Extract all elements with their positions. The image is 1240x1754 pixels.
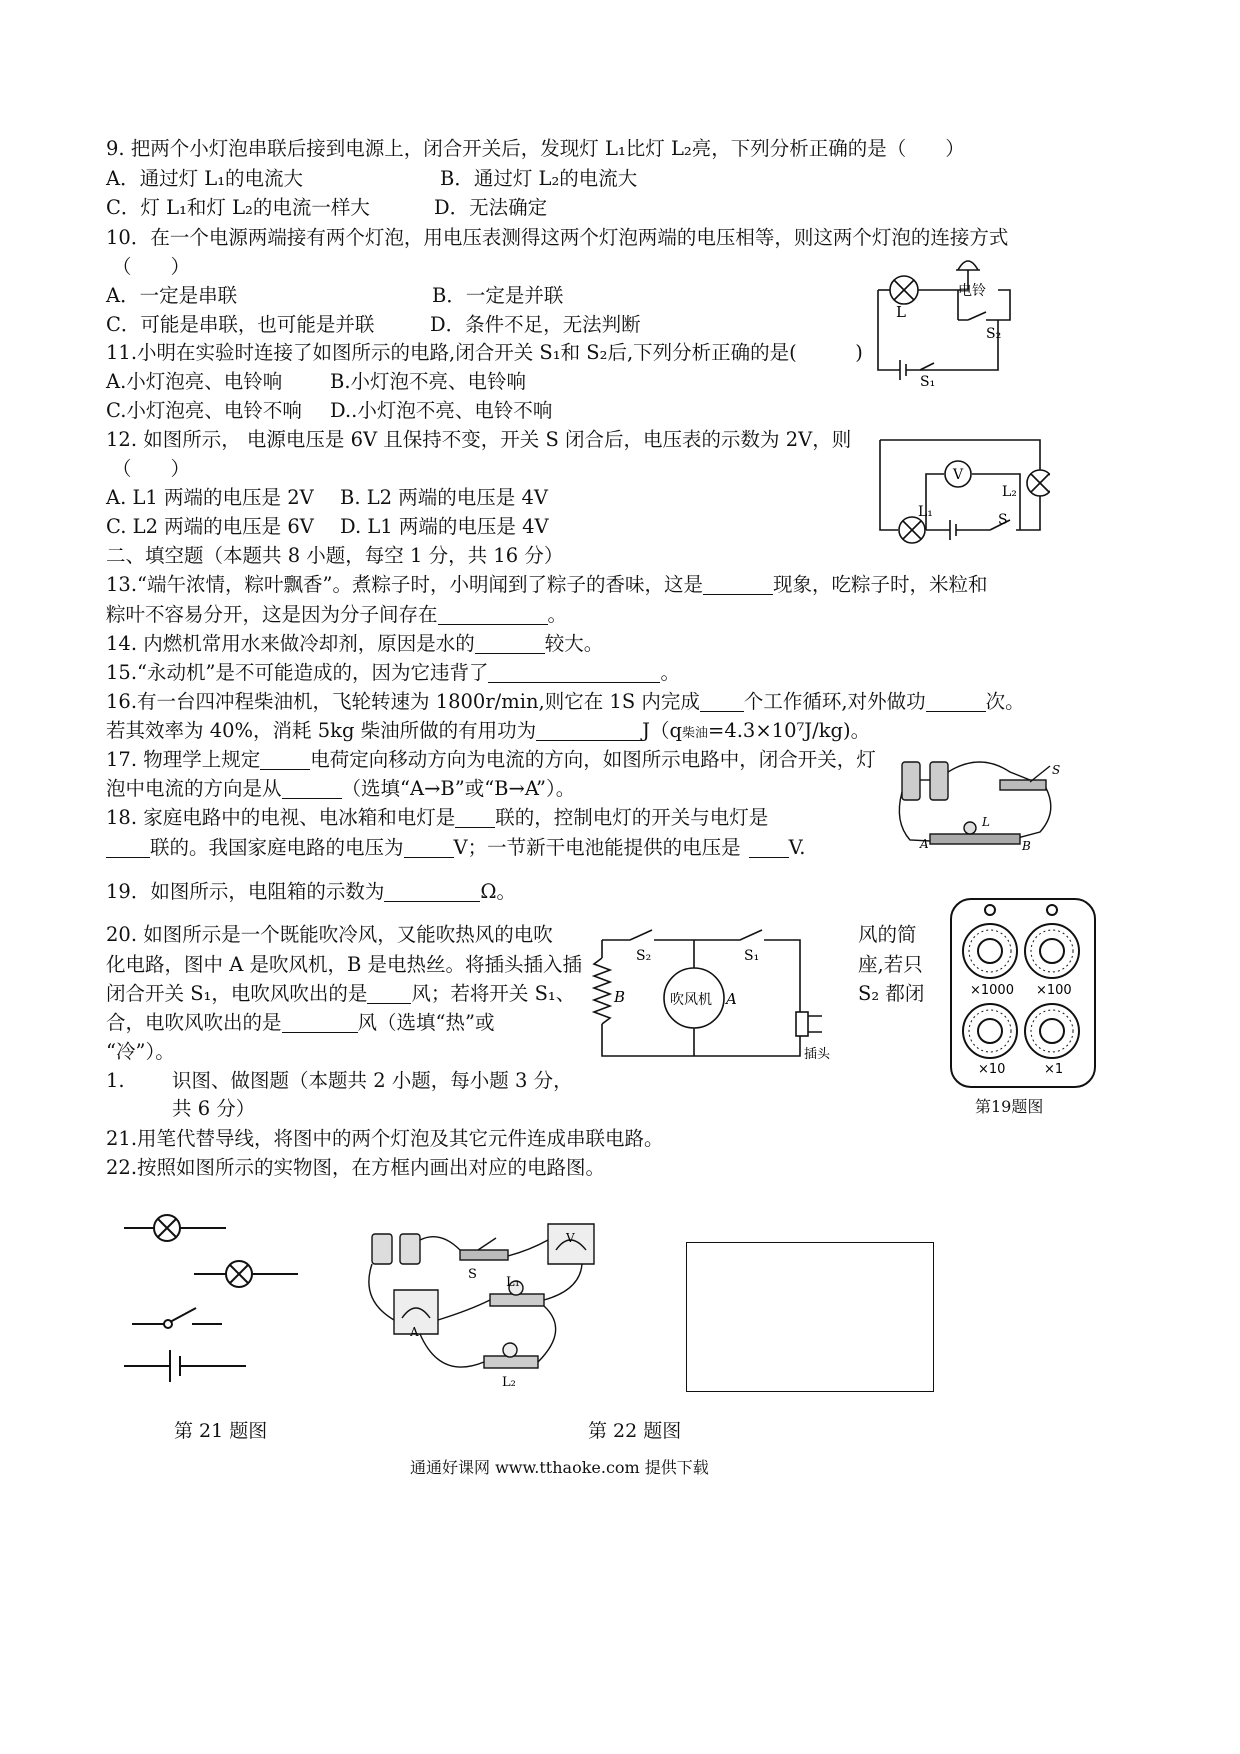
q12-l2-label: L₂ [1002, 484, 1017, 500]
q19-blank[interactable] [384, 881, 480, 902]
q20-text-2b: 座,若只 [858, 953, 923, 976]
q11-s1-label: S₁ [920, 374, 936, 390]
q12-switch-label: S [998, 512, 1008, 528]
q18-text-2b: V；一节新干电池能提供的电压是 [453, 836, 741, 859]
q22-text: 22.按照如图所示的实物图，在方框内画出对应的电路图。 [106, 1156, 606, 1179]
q17-text-2b: （选填“A→B”或“B→A”）。 [341, 777, 576, 800]
q11-stem: 11.小明在实验时连接了如图所示的电路,闭合开关 S₁和 S₂后,下列分析正确的是( ) [106, 341, 863, 364]
q22-switch-label: S [468, 1267, 477, 1282]
q18-text-1a: 18. 家庭电路中的电视、电冰箱和电灯是 [106, 806, 456, 829]
q17-b-label: B [1022, 839, 1031, 852]
q20-blank-1[interactable] [367, 983, 411, 1004]
q17-switch-label: S [1052, 763, 1060, 777]
q15-line [106, 660, 680, 686]
q12-option-c: C. L2 两端的电压是 6V [106, 515, 314, 538]
q18-line1 [106, 805, 768, 831]
q22-voltmeter-label: V [566, 1231, 575, 1245]
q17-blank-1[interactable] [260, 749, 310, 770]
q20-text-3c: S₂ 都闭 [858, 982, 925, 1005]
q16-line1 [106, 689, 1025, 715]
q19-resistance-box-figure [948, 896, 1098, 1090]
q10-option-d: D．条件不足，无法判断 [430, 313, 641, 336]
q19-caption: 第19题图 [975, 1097, 1044, 1116]
q16-text-2a: 若其效率为 40%，消耗 5kg 柴油所做的有用功为 [106, 719, 537, 742]
q18-text-1b: 联的，控制电灯的开关与电灯是 [495, 806, 769, 829]
q20-text-3b: 风；若将开关 S₁、 [411, 982, 576, 1005]
q16-subscript: 柴油 [681, 726, 708, 741]
q15-blank[interactable] [488, 662, 660, 683]
footer-credit: 通通好课网 www.tthaoke.com 提供下载 [410, 1458, 709, 1477]
q19-dial-label-100: ×100 [1036, 983, 1072, 998]
q22-physical-circuit-figure [360, 1210, 680, 1400]
q17-blank-2[interactable] [282, 778, 342, 799]
q11-lamp-label: L [896, 303, 906, 321]
q11-s2-label: S₂ [986, 326, 1002, 342]
q19-dial-label-1: ×1 [1044, 1062, 1064, 1077]
q15-text-b: 。 [660, 661, 680, 684]
q20-s2-label: S₂ [636, 948, 652, 964]
q14-line [106, 631, 603, 657]
q16-blank-2[interactable] [926, 691, 986, 712]
q20-blank-2[interactable] [282, 1012, 358, 1033]
q20-line3 [106, 981, 575, 1007]
q20-b-label: B [614, 988, 626, 1006]
q14-text-b: 较大。 [544, 632, 604, 655]
q18-line2 [106, 835, 805, 861]
q9-option-a: A．通过灯 L₁的电流大 [106, 167, 304, 190]
q19-text-b: Ω。 [480, 880, 516, 903]
q20-plug-label: 插头 [804, 1047, 831, 1062]
q11-circuit-figure [868, 250, 1028, 390]
section3-number: 1. [106, 1069, 125, 1092]
q17-lamp-label: L [982, 815, 990, 829]
q20-motor-label: 吹风机 [670, 992, 712, 1008]
q20-line4 [106, 1010, 494, 1036]
q22-caption: 第 22 题图 [588, 1420, 682, 1442]
q10-stem: 10．在一个电源两端接有两个灯泡，用电压表测得这两个灯泡两端的电压相等，则这两个灯泡的连接方式 [106, 226, 1009, 249]
q18-blank-3[interactable] [404, 837, 454, 858]
q20-a-label: A [726, 990, 737, 1008]
q20-text-4a: 合，电吹风吹出的是 [106, 1011, 282, 1034]
q13-line2 [106, 602, 567, 628]
q20-text-5: “冷”）。 [106, 1040, 175, 1063]
q17-text-1a: 17. 物理学上规定 [106, 748, 261, 771]
q11-option-c: C.小灯泡亮、电铃不响 [106, 399, 302, 422]
q16-line2 [106, 718, 870, 747]
q18-text-2a: 联的。我国家庭电路的电压为 [150, 836, 404, 859]
q18-blank-1[interactable] [455, 807, 495, 828]
q20-text-2a: 化电路，图中 A 是吹风机，B 是电热丝。将插头插入插 [106, 953, 583, 976]
q9-option-c: C．灯 L₁和灯 L₂的电流一样大 [106, 196, 370, 219]
q16-text-1a: 16.有一台四冲程柴油机，飞轮转速为 1800r/min,则它在 1S 内完成 [106, 690, 700, 713]
q17-circuit-photo [890, 752, 1060, 852]
q13-text-1b: 现象，吃粽子时，米粒和 [772, 573, 988, 596]
q14-text-a: 14. 内燃机常用水来做冷却剂，原因是水的 [106, 632, 475, 655]
q17-text-2a: 泡中电流的方向是从 [106, 777, 282, 800]
q12-stem: 12. 如图所示， 电源电压是 6V 且保持不变，开关 S 闭合后，电压表的示数为 2V，则 [106, 428, 852, 451]
q16-text-1c: 次。 [985, 690, 1025, 713]
q17-line1 [106, 747, 876, 773]
q12-option-a: A. L1 两端的电压是 2V [106, 486, 314, 509]
q13-text-1a: 13.“端午浓情，粽叶飘香”。煮粽子时，小明闻到了粽子的香味，这是 [106, 573, 703, 596]
q18-blank-4[interactable] [749, 837, 789, 858]
q17-text-1b: 电荷定向移动方向为电流的方向，如图所示电路中，闭合开关，灯 [310, 748, 876, 771]
section2-heading: 二、填空题（本题共 8 小题，每空 1 分，共 16 分） [106, 544, 564, 567]
q17-line2 [106, 776, 575, 802]
q22-l2-label: L₂ [502, 1375, 516, 1390]
q20-text-1b: 风的简 [858, 923, 917, 946]
q20-text-3a: 闭合开关 S₁，电吹风吹出的是 [106, 982, 368, 1005]
q10-option-a: A．一定是串联 [106, 284, 238, 307]
q11-bell-label: 电铃 [958, 283, 986, 299]
q19-text-a: 19．如图所示，电阻箱的示数为 [106, 880, 385, 903]
q16-blank-3[interactable] [536, 720, 642, 741]
q16-text-2b: J（q [642, 719, 682, 742]
q18-blank-2[interactable] [106, 837, 150, 858]
q19-line [106, 879, 516, 905]
q20-hairdryer-circuit-figure [590, 924, 840, 1062]
q12-option-b: B. L2 两端的电压是 4V [340, 486, 548, 509]
q16-blank-1[interactable] [700, 691, 744, 712]
q18-text-2c: V. [788, 836, 806, 859]
q17-a-label: A [920, 837, 929, 851]
q16-text-1b: 个工作循环,对外做功 [743, 690, 926, 713]
q12-l1-label: L₁ [918, 504, 933, 520]
q9-stem: 9. 把两个小灯泡串联后接到电源上，闭合开关后，发现灯 L₁比灯 L₂亮，下列分析正确的是（ ） [106, 137, 965, 160]
q20-text-4b: 风（选填“热”或 [357, 1011, 495, 1034]
q14-blank[interactable] [475, 633, 545, 654]
q11-option-d: D..小灯泡不亮、电铃不响 [330, 399, 553, 422]
q13-line1 [106, 572, 987, 598]
q11-option-a: A.小灯泡亮、电铃响 [106, 370, 283, 393]
q12-voltmeter-label: V [953, 467, 964, 483]
q10-option-b: B．一定是并联 [432, 284, 564, 307]
q9-option-d: D．无法确定 [434, 196, 548, 219]
q12-paren: （ ） [112, 457, 191, 480]
q19-dial-label-10: ×10 [978, 1062, 1006, 1077]
q10-option-c: C．可能是串联，也可能是并联 [106, 313, 375, 336]
section3-heading-1: 识图、做图题（本题共 2 小题，每小题 3 分， [172, 1069, 573, 1092]
q9-option-b: B．通过灯 L₂的电流大 [440, 167, 638, 190]
q13-blank-1[interactable] [703, 574, 773, 595]
q12-option-d: D. L1 两端的电压是 4V [340, 515, 549, 538]
q13-text-2a: 粽叶不容易分开，这是因为分子间存在 [106, 603, 438, 626]
q22-ammeter-label: A [410, 1325, 419, 1339]
q21-components-figure [110, 1200, 320, 1390]
q19-dial-label-1000: ×1000 [970, 983, 1014, 998]
q20-text-1a: 20. 如图所示是一个既能吹冷风，又能吹热风的电吹 [106, 923, 553, 946]
q15-text-a: 15.“永动机”是不可能造成的，因为它违背了 [106, 661, 489, 684]
q21-caption: 第 21 题图 [174, 1420, 268, 1442]
q16-text-2c: =4.3×10⁷J/kg)。 [707, 719, 871, 742]
q22-answer-box[interactable] [686, 1242, 934, 1392]
q21-text: 21.用笔代替导线，将图中的两个灯泡及其它元件连成串联电路。 [106, 1127, 664, 1150]
section3-heading-2: 共 6 分） [172, 1097, 256, 1120]
q10-paren: （ ） [112, 255, 191, 278]
q20-s1-label: S₁ [744, 948, 760, 964]
q13-text-2b: 。 [547, 603, 568, 626]
q13-blank-2[interactable] [438, 604, 548, 625]
q11-option-b: B.小灯泡不亮、电铃响 [330, 370, 527, 393]
q22-l1-label: L₁ [506, 1275, 520, 1290]
q12-circuit-figure [870, 432, 1050, 544]
